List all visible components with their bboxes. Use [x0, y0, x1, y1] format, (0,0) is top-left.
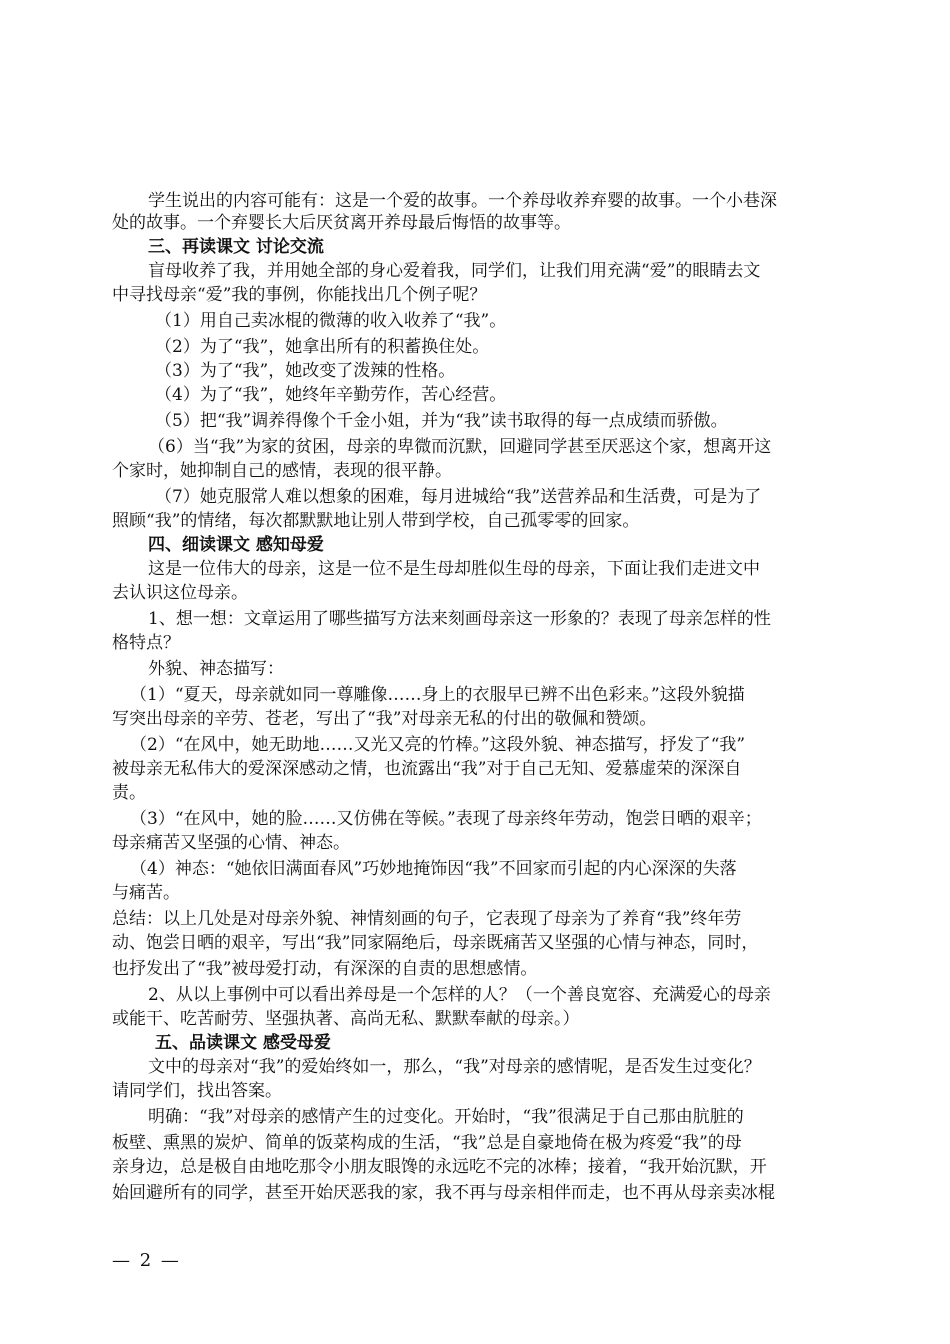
text-line: （2）“在风中，她无助地……又光又亮的竹棒。”这段外貌、神态描写，抒发了“我”	[130, 735, 746, 755]
text-line: （1）“夏天，母亲就如同一尊雕像……身上的衣服早已辨不出色彩来。”这段外貌描	[130, 685, 745, 705]
text-line: 也抒发出了“我”被母爱打动，有深深的自责的思想感情。	[112, 959, 538, 979]
text-line: 亲身边，总是极自由地吃那令小朋友眼馋的永远吃不完的冰棒；接着，“我开始沉默，开	[112, 1157, 767, 1177]
page-number: — 2 —	[112, 1250, 181, 1271]
list-item: （1）用自己卖冰棍的微薄的收入收养了“我”。	[155, 311, 507, 331]
list-item: （4）为了“我”，她终年辛勤劳作，苦心经营。	[155, 385, 507, 405]
text-line: 盲母收养了我，并用她全部的身心爱着我，同学们，让我们用充满“爱”的眼睛去文	[148, 261, 761, 281]
text-line: 被母亲无私伟大的爱深深感动之情，也流露出“我”对于自己无知、爱慕虚荣的深深自	[112, 759, 742, 779]
list-item: （5）把“我”调养得像个千金小姐，并为“我”读书取得的每一点成绩而骄傲。	[155, 411, 728, 431]
text-line: （4）神态：“她依旧满面春风”巧妙地掩饰因“我”不回家而引起的内心深深的失落	[130, 859, 737, 879]
section-heading: 五、品读课文 感受母爱	[155, 1033, 331, 1053]
list-item: （6）当“我”为家的贫困，母亲的卑微而沉默，回避同学甚至厌恶这个家，想离开这	[148, 437, 772, 457]
text-line: 或能干、吃苦耐劳、坚强执著、高尚无私、默默奉献的母亲。）	[112, 1009, 580, 1029]
text-line: 这是一位伟大的母亲，这是一位不是生母却胜似生母的母亲，下面让我们走进文中	[148, 559, 760, 579]
section-heading: 三、再读课文 讨论交流	[148, 237, 324, 257]
text-line: 个家时，她抑制自己的感情，表现的很平静。	[112, 461, 452, 481]
text-line: 母亲痛苦又坚强的心情、神态。	[112, 833, 350, 853]
text-line: 学生说出的内容可能有：这是一个爱的故事。一个养母收养弃婴的故事。一个小巷深	[148, 191, 777, 211]
text-line: （3）“在风中，她的脸……又仿佛在等候。”表现了母亲终年劳动，饱尝日晒的艰辛；	[130, 809, 762, 829]
text-line: 中寻找母亲“爱”我的事例，你能找出几个例子呢？	[112, 285, 487, 305]
text-line: 格特点？	[112, 633, 180, 653]
text-line: 请同学们，找出答案。	[112, 1081, 282, 1101]
text-line: 责。	[112, 783, 146, 803]
text-line: 与痛苦。	[112, 883, 180, 903]
section-heading: 四、细读课文 感知母爱	[148, 535, 324, 555]
text-line: 始回避所有的同学，甚至开始厌恶我的家，我不再与母亲相伴而走，也不再从母亲卖冰棍	[112, 1183, 775, 1203]
text-line: 动、饱尝日晒的艰辛，写出“我”同家隔绝后，母亲既痛苦又坚强的心情与神态，同时，	[112, 933, 759, 953]
list-item: （2）为了“我”，她拿出所有的积蓄换住处。	[155, 337, 490, 357]
text-line: 外貌、神态描写：	[148, 659, 284, 679]
text-line: 写突出母亲的辛劳、苍老，写出了“我”对母亲无私的付出的敬佩和赞颂。	[112, 709, 657, 729]
text-line: 总结：以上几处是对母亲外貌、神情刻画的句子，它表现了母亲为了养育“我”终年劳	[112, 909, 742, 929]
text-line: 2、从以上事例中可以看出养母是一个怎样的人？（一个善良宽容、充满爱心的母亲	[148, 985, 771, 1005]
text-line: 去认识这位母亲。	[112, 583, 248, 603]
text-line: 照顾“我”的情绪，每次都默默地让别人带到学校，自己孤零零的回家。	[112, 511, 640, 531]
text-line: 1、想一想：文章运用了哪些描写方法来刻画母亲这一形象的？表现了母亲怎样的性	[148, 609, 771, 629]
list-item: （7）她克服常人难以想象的困难，每月进城给“我”送营养品和生活费，可是为了	[155, 487, 762, 507]
text-line: 文中的母亲对“我”的爱始终如一，那么，“我”对母亲的感情呢，是否发生过变化？	[148, 1057, 761, 1077]
list-item: （3）为了“我”，她改变了泼辣的性格。	[155, 361, 456, 381]
text-line: 明确：“我”对母亲的感情产生的过变化。开始时，“我”很满足于自己那由肮脏的	[148, 1107, 744, 1127]
text-line: 处的故事。一个弃婴长大后厌贫离开养母最后悔悟的故事等。	[112, 213, 571, 233]
text-line: 板壁、熏黑的炭炉、简单的饭菜构成的生活，“我”总是自豪地倚在极为疼爱“我”的母	[112, 1133, 742, 1153]
